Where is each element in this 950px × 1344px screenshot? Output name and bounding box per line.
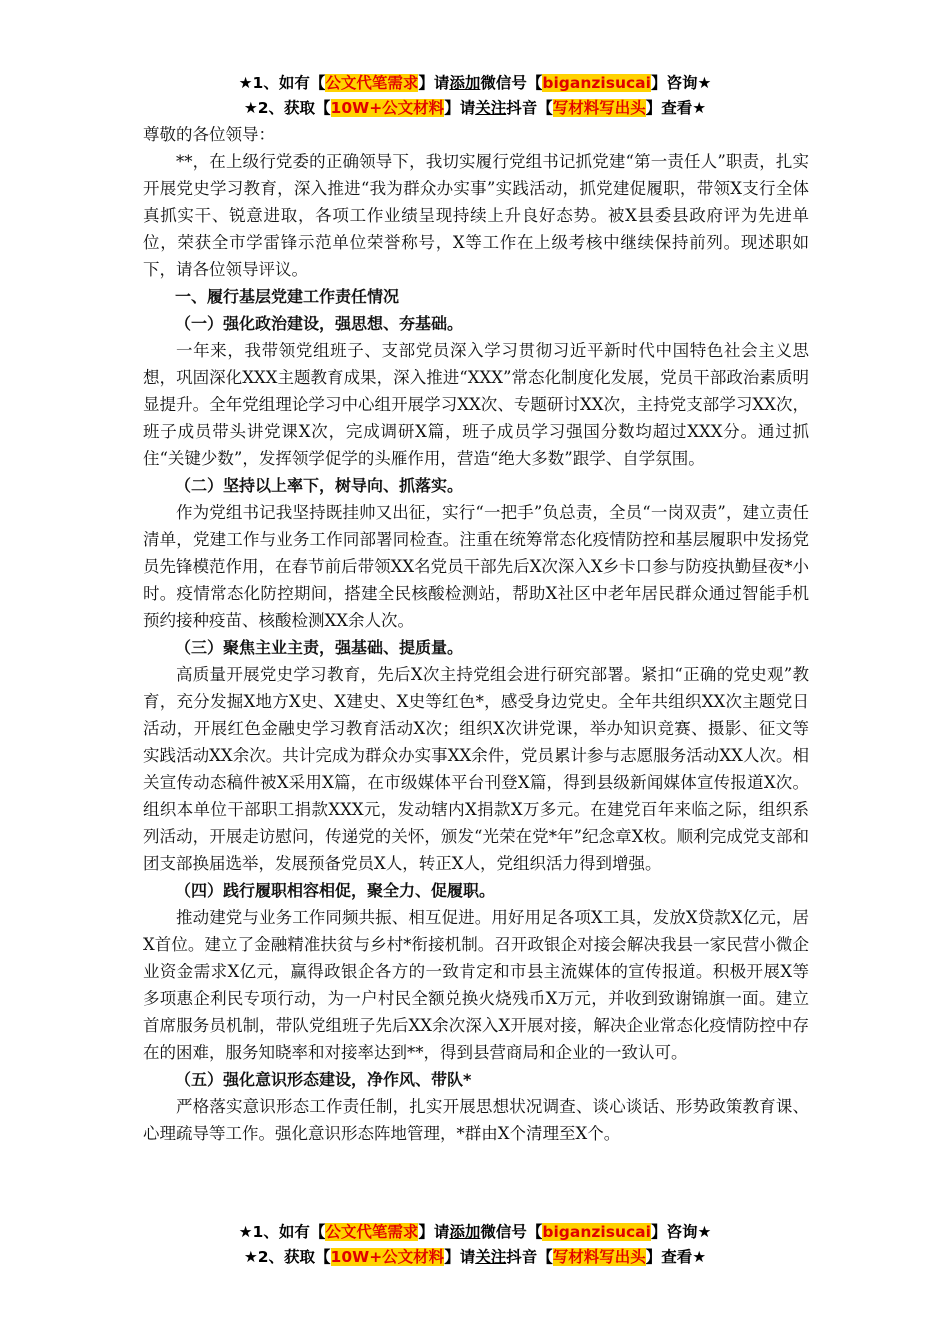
highlight-text: 公文代笔需求 xyxy=(325,1223,419,1241)
paragraph-1: 一年来，我带领党组班子、支部党员深入学习贯彻习近平新时代中国特色社会主义思想，巩固深化XXX主题教育成果，深入推进“XXX”常态化制度化发展，党员干部政治素质明显提升。全年党组理论学习中心组开展学习XX次、专题研讨XX次，主持党支部学习XX次，班子成员带头讲党课X次，完成调研X篇，班子成员学习强国分数均超过XXX分。通过抓住“关键少数”，发挥领学促学的头雁作用，营造“绝大多数”跟学、自学氛围。 xyxy=(143,341,809,468)
subsection-heading-5: （五）强化意识形态建设，净作风、带队* xyxy=(175,1070,472,1089)
star-icon: ★ xyxy=(243,1248,258,1266)
subsection-heading-4: （四）践行履职相容相促，聚全力、促履职。 xyxy=(175,881,496,900)
banner-text: 】请 xyxy=(444,99,476,117)
banner-text: 1、如有【 xyxy=(252,74,326,92)
banner-text: 2、获取【 xyxy=(257,1248,331,1266)
subsection-heading-2: （二）坚持以上率下，树导向、抓落实。 xyxy=(175,476,464,495)
promo-banner-bottom-line1 xyxy=(0,1219,950,1245)
highlight-text: 公文代笔需求 xyxy=(325,74,419,92)
highlight-text: 10W+公文材料 xyxy=(330,99,445,117)
banner-text: 】查看★ xyxy=(645,99,707,117)
banner-text: 微信号【 xyxy=(480,1223,543,1241)
paragraph-5: 严格落实意识形态工作责任制，扎实开展思想状况调查、谈心谈话、形势政策教育课、心理疏导等工作。强化意识形态阵地管理，*群由X个清理至X个。 xyxy=(143,1097,809,1143)
banner-text: 抖音【 xyxy=(506,1248,553,1266)
banner-text: 】咨询★ xyxy=(650,1223,712,1241)
banner-text: 】咨询★ xyxy=(650,74,712,92)
intro-paragraph: **，在上级行党委的正确领导下，我切实履行党组书记抓党建“第一责任人”职责，扎实开展党史学习教育，深入推进“我为群众办实事”实践活动，抓党建促履职，带领X支行全体真抓实干、锐意进取，各项工作业绩呈现持续上升良好态势。被X县委县政府评为先进单位，荣获全市学雷锋示范单位荣誉称号，X等工作在上级考核中继续保持前列。现述职如下，请各位领导评议。 xyxy=(143,152,809,279)
promo-banner-top-line1 xyxy=(0,70,950,96)
banner-text: 】请 xyxy=(444,1248,476,1266)
subsection-heading-1: （一）强化政治建设，强思想、夯基础。 xyxy=(175,314,464,333)
paragraph-2: 作为党组书记我坚持既挂帅又出征，实行“一把手”负总责，全员“一岗双责”，建立责任清单，党建工作与业务工作同部署同检查。注重在统筹常态化疫情防控和基层履职中发扬党员先锋模范作用，在春节前后带领XX名党员干部先后X次深入X乡卡口参与防疫执勤昼夜*小时。疫情常态化防控期间，搭建全民核酸检测站，帮助X社区中老年居民群众通过智能手机预约接种疫苗、核酸检测XX余人次。 xyxy=(143,503,809,630)
banner-text: 】请 xyxy=(418,74,450,92)
promo-banner-top-line2 xyxy=(0,95,950,121)
promo-banner-bottom-line2 xyxy=(0,1244,950,1270)
star-icon: ★ xyxy=(238,74,253,92)
underlined-text: 关注 xyxy=(475,1248,507,1266)
banner-text: 2、获取【 xyxy=(257,99,331,117)
underlined-text: 添加 xyxy=(449,1223,481,1241)
banner-text: 1、如有【 xyxy=(252,1223,326,1241)
banner-text: 】请 xyxy=(418,1223,450,1241)
highlight-text: biganzisucai xyxy=(542,1223,651,1241)
highlight-text: biganzisucai xyxy=(542,74,651,92)
banner-text: 微信号【 xyxy=(480,74,543,92)
salutation: 尊敬的各位领导： xyxy=(143,125,275,144)
banner-text: 抖音【 xyxy=(506,99,553,117)
highlight-text: 10W+公文材料 xyxy=(330,1248,445,1266)
subsection-heading-3: （三）聚焦主业主责，强基础、提质量。 xyxy=(175,638,464,657)
paragraph-4: 推动建党与业务工作同频共振、相互促进。用好用足各项X工具，发放X贷款X亿元，居X首位。建立了金融精准扶贫与乡村*衔接机制。召开政银企对接会解决我县一家民营小微企业资金需求X亿元，赢得政银企各方的一致肯定和市县主流媒体的宣传报道。积极开展X等多项惠企利民专项行动，为一户村民全额兑换火烧残币X万元，并收到致谢锦旗一面。建立首席服务员机制，带队党组班子先后XX余次深入X开展对接，解决企业常态化疫情防控中存在的困难，服务知晓率和对接率达到**，得到县营商局和企业的一致认可。 xyxy=(143,908,809,1062)
document-body xyxy=(143,121,809,1147)
paragraph-3: 高质量开展党史学习教育，先后X次主持党组会进行研究部署。紧扣“正确的党史观”教育，充分发掘X地方X史、X建史、X史等红色*，感受身边党史。全年共组织XX次主题党日活动，开展红色金融史学习教育活动X次；组织X次讲党课，举办知识竞赛、摄影、征文等实践活动XX余次。共计完成为群众办实事XX余件，党员累计参与志愿服务活动XX人次。相关宣传动态稿件被X采用X篇，在市级媒体平台刊登X篇，得到县级新闻媒体宣传报道X次。组织本单位干部职工捐款XXX元，发动辖内X捐款X万多元。在建党百年来临之际，组织系列活动，开展走访慰问，传递党的关怀，颁发“光荣在党*年”纪念章X枚。顺利完成党支部和团支部换届选举，发展预备党员X人，转正X人，党组织活力得到增强。 xyxy=(143,665,809,873)
underlined-text: 添加 xyxy=(449,74,481,92)
star-icon: ★ xyxy=(238,1223,253,1241)
highlight-text: 写材料写出头 xyxy=(552,1248,646,1266)
highlight-text: 写材料写出头 xyxy=(552,99,646,117)
star-icon: ★ xyxy=(243,99,258,117)
underlined-text: 关注 xyxy=(475,99,507,117)
banner-text: 】查看★ xyxy=(645,1248,707,1266)
section-heading: 一、履行基层党建工作责任情况 xyxy=(175,287,400,306)
